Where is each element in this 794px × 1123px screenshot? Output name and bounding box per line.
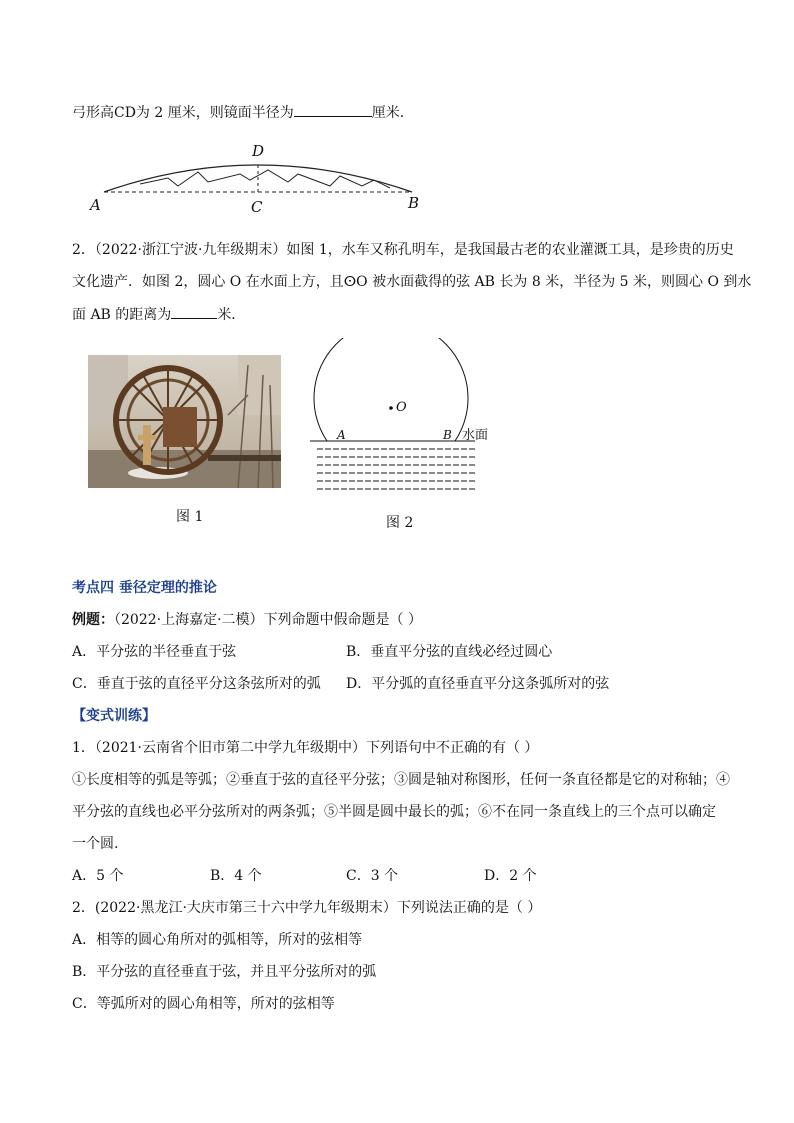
example-line: [72, 610, 422, 630]
q2-line3-text: 面 AB 的距离为: [72, 307, 172, 323]
q1-option-b: B．4 个: [210, 868, 262, 884]
answer-blank: [171, 304, 217, 319]
q1-option-c: C．3 个: [346, 868, 399, 884]
example-label: 例题：: [72, 612, 114, 628]
q2-option-c: C．等弧所对的圆心角相等，所对的弦相等: [72, 996, 335, 1012]
circle-arc: [314, 338, 468, 441]
training-q1-line2: ①长度相等的弧是等弧；②垂直于弦的直径平分弦；③圆是轴对称图形，任何一条直径都是它的对称轴；④: [72, 772, 730, 788]
example-text: （2022·上海嘉定·二模）下列命题中假命题是（ ）: [114, 612, 422, 628]
option-a: A．平分弦的半径垂直于弦: [72, 644, 237, 660]
q2-line1: 2．（2022·浙江宁波·九年级期末）如图 1，水车又称孔明车，是我国最古老的农业灌溉工具，是珍贵的历史: [72, 242, 734, 258]
training-title: 【变式训练】: [72, 708, 156, 724]
q2-option-b: B．平分弦的直径垂直于弦，并且平分弦所对的弧: [72, 964, 377, 980]
label-b: B: [443, 428, 452, 442]
label-b: B: [408, 194, 420, 212]
q1-tail-line: [72, 102, 414, 123]
water-wheel-photo: [88, 355, 281, 488]
option-c: C．垂直于弦的直径平分这条弦所对的弧: [72, 676, 321, 692]
q2-line3-unit: 米．: [217, 307, 246, 323]
q2-option-a: A．相等的圆心角所对的弧相等，所对的弦相等: [72, 932, 363, 948]
training-q1-line4: 一个圆.: [72, 836, 119, 852]
option-b: B．垂直平分弦的直线必经过圆心: [346, 644, 553, 660]
q2-line3: [72, 304, 245, 325]
center-point: [389, 406, 393, 410]
circle-water-diagram: [305, 338, 490, 503]
section-title: 考点四 垂径定理的推论: [72, 580, 217, 596]
q1-tail-text: 弓形高CD为 2 厘米，则镜面半径为: [72, 105, 294, 121]
label-d: D: [252, 142, 265, 160]
label-c: C: [251, 198, 263, 216]
training-q2-stem: 2．(2022·黑龙江·大庆市第三十六中学九年级期末）下列说法正确的是（ ）: [72, 900, 542, 916]
q1-tail-unit: 厘米．: [371, 105, 414, 121]
q1-option-d: D．2 个: [484, 868, 537, 884]
training-q1-stem: 1．（2021·云南省个旧市第二中学九年级期中）下列语句中不正确的有（ ）: [72, 740, 539, 756]
label-a: A: [90, 196, 101, 214]
fig2-caption: 图 2: [386, 515, 414, 531]
training-q1-line3: 平分弦的直线也必平分弦所对的两条弧；⑤半圆是圆中最长的弧；⑥不在同一条直线上的三个点可以确定: [72, 804, 716, 820]
water-label: 水面: [462, 428, 489, 443]
q1-option-a: A．5 个: [72, 868, 124, 884]
q2-line2: 文化遗产．如图 2，圆心 O 在水面上方，且ⵙO 被水面截得的弦 AB 长为 8 米，半径为 5 米，则圆心 O 到水: [72, 274, 752, 290]
label-a: A: [337, 428, 346, 442]
label-o: O: [396, 400, 407, 415]
option-d: D．平分弧的直径垂直平分这条弧所对的弦: [346, 676, 610, 692]
fig1-caption: 图 1: [176, 509, 204, 525]
answer-blank: [294, 102, 372, 117]
